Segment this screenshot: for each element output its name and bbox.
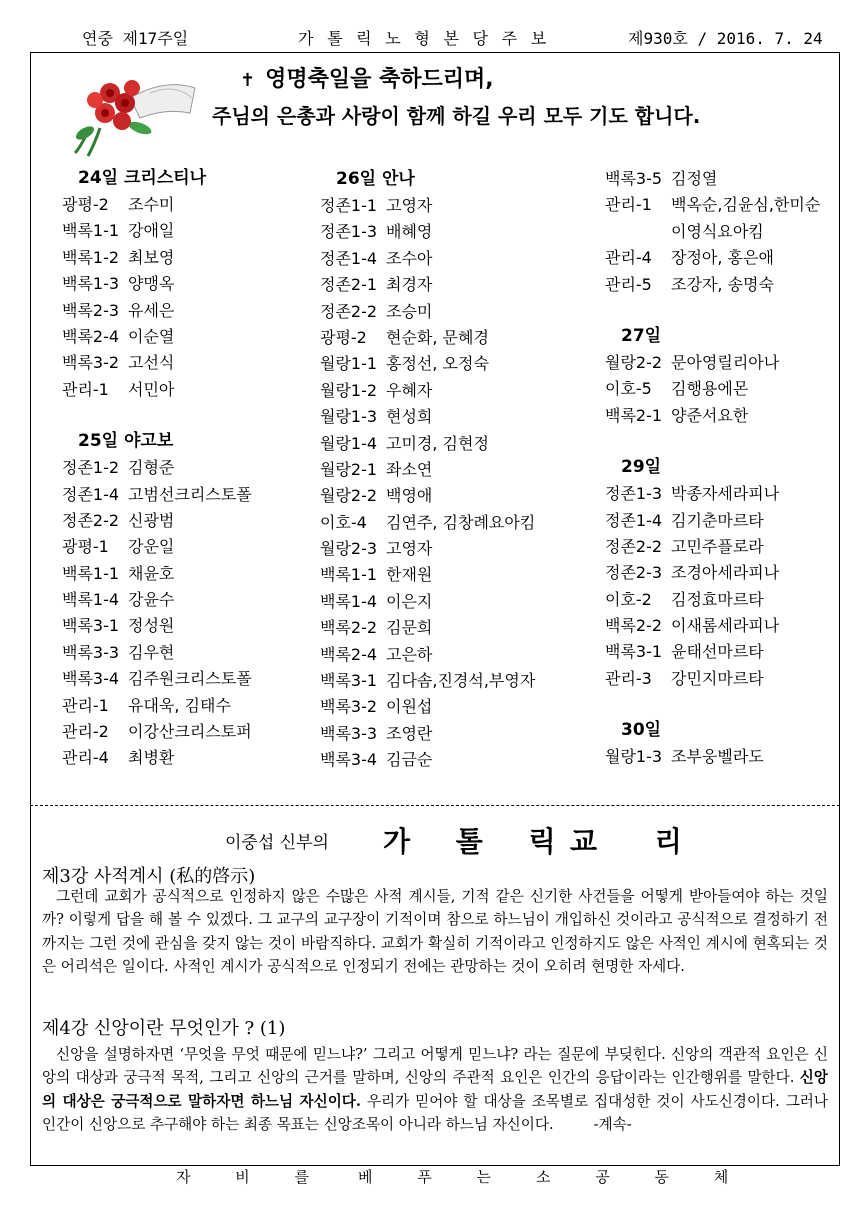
catechism-title-a: 가 톨 릭 — [383, 825, 574, 858]
parishioner-names: 김정효마르타 — [671, 589, 764, 609]
feast-entry — [62, 271, 252, 297]
feast-entry — [62, 719, 252, 745]
parishioner-names: 최보영 — [128, 247, 175, 267]
district-label: 관리-2 — [62, 722, 109, 742]
parishioner-names: 한재원 — [386, 565, 433, 585]
feast-entry — [62, 508, 252, 534]
parishioner-names: 조수아 — [386, 248, 433, 268]
feast-entry — [605, 166, 820, 192]
district-label: 정존2-2 — [62, 510, 120, 530]
feast-entry — [320, 642, 535, 668]
parishioner-names: 조경아세라피나 — [671, 563, 780, 583]
district-label: 백록1-1 — [320, 565, 378, 585]
feast-entry — [320, 219, 535, 245]
district-label: 백록3-3 — [320, 723, 378, 743]
district-label: 백록3-4 — [320, 750, 378, 770]
district-label: 백록1-4 — [62, 590, 120, 610]
feast-entry — [605, 219, 820, 245]
district-label: 백록2-4 — [62, 326, 120, 346]
district-label: 이호-4 — [320, 512, 367, 532]
district-label: 정존1-4 — [320, 248, 378, 268]
district-label: 백록2-4 — [320, 644, 378, 664]
feast-entry — [320, 536, 535, 562]
lesson4-title: 제4강 신앙이란 무엇인가 ? (1) — [42, 1018, 286, 1039]
parishioner-names: 조부웅벨라도 — [671, 747, 764, 767]
district-label: 백록3-2 — [62, 353, 120, 373]
parishioner-names: 조수미 — [128, 195, 175, 214]
parishioner-names: 고선식 — [128, 353, 175, 373]
feast-entry — [320, 404, 535, 430]
feast-entry — [62, 298, 252, 324]
bulletin-header — [30, 22, 830, 52]
feast-entry — [62, 455, 252, 481]
feast-entry — [320, 299, 535, 325]
feast-entry — [320, 510, 535, 536]
parishioner-names: 고은하 — [386, 644, 433, 664]
parishioner-names: 최병환 — [128, 748, 175, 768]
parishioner-names: 이영식요아킴 — [671, 221, 764, 241]
feast-entry — [605, 376, 820, 402]
parishioner-names: 현순화, 문혜경 — [386, 327, 489, 347]
district-label: 이호-5 — [605, 379, 652, 399]
feast-entry — [320, 378, 535, 404]
parishioner-names: 배혜영 — [386, 222, 433, 242]
district-label: 정존1-2 — [62, 458, 120, 478]
parishioner-names: 김기춘마르타 — [671, 510, 764, 530]
district-label: 백록3-2 — [320, 697, 378, 717]
district-label: 정존1-3 — [605, 484, 663, 504]
feast-entry — [62, 482, 252, 508]
lesson3-title: 제3강 사적계시 (私的啓示) — [42, 866, 256, 887]
feast-entry — [605, 666, 820, 692]
parishioner-names: 고범선크리스토폴 — [128, 484, 252, 504]
parishioner-names: 양준서요한 — [671, 405, 749, 425]
parishioner-names: 김금순 — [386, 750, 433, 770]
district-label: 정존2-1 — [320, 275, 378, 295]
district-label: 광평-2 — [320, 327, 367, 347]
district-label: 관리-1 — [62, 379, 109, 399]
district-label: 백록1-4 — [320, 591, 378, 611]
parishioner-names: 정성원 — [128, 616, 175, 636]
district-label: 정존1-1 — [320, 196, 378, 215]
district-label: 백록2-3 — [62, 300, 120, 320]
feast-entry — [320, 246, 535, 272]
district-label: 월랑1-3 — [320, 407, 378, 427]
feast-entry — [320, 483, 535, 509]
feast-entry — [62, 218, 252, 244]
feast-column-3 — [605, 166, 820, 771]
parishioner-names: 강운일 — [128, 537, 175, 557]
district-label: 정존2-3 — [605, 563, 663, 583]
feast-entry — [605, 560, 820, 586]
district-label: 월랑1-3 — [605, 747, 663, 767]
issue-number: 제930호 / 2016. 7. 24 — [628, 29, 823, 48]
district-label: 관리-1 — [605, 195, 652, 215]
district-label: 관리-5 — [605, 274, 652, 294]
parishioner-names: 김문희 — [386, 618, 433, 638]
feast-entry — [62, 640, 252, 666]
district-label: 월랑2-2 — [605, 352, 663, 372]
district-label: 월랑2-3 — [320, 539, 378, 559]
feast-entry — [62, 561, 252, 587]
lesson4-emphasis: 신앙의 대상은 궁극적으로 말하자면 하느님 자신이다. — [42, 1069, 828, 1110]
day-heading: 27일 — [621, 325, 662, 346]
feast-entry — [320, 272, 535, 298]
catechism-author: 이중섭 신부의 — [225, 833, 329, 853]
parishioner-names: 서민아 — [128, 379, 175, 399]
district-label: 백록3-1 — [62, 616, 120, 636]
day-heading: 25일 야고보 — [78, 431, 174, 452]
district-label: 백록3-4 — [62, 669, 120, 689]
parishioner-names: 고영자 — [386, 539, 433, 559]
bulletin-title: 가 톨 릭 노 형 본 당 주 보 — [298, 29, 549, 48]
district-label: 정존1-4 — [62, 484, 120, 504]
section-divider — [30, 805, 840, 806]
parishioner-names: 이순열 — [128, 326, 175, 346]
parishioner-names: 유세은 — [128, 300, 175, 320]
catechism-title-b: 교 리 — [570, 825, 706, 858]
parishioner-names: 고민주플로라 — [671, 536, 764, 556]
continued-label: -계속- — [593, 1115, 632, 1133]
district-label: 관리-1 — [62, 695, 109, 715]
feast-entry — [62, 745, 252, 771]
feast-entry — [320, 615, 535, 641]
feast-entry — [62, 245, 252, 271]
flower-bouquet-image — [70, 58, 200, 158]
parishioner-names: 김행용에몬 — [671, 379, 749, 399]
district-label: 백록1-1 — [62, 563, 120, 583]
feast-entry — [320, 325, 535, 351]
lesson3-body: 그런데 교회가 공식적으로 인정하지 않은 수많은 사적 계시들, 기적 같은 신기한 사건들을 어떻게 받아들여야 하는 것일까? 이렇게 답을 해 볼 수 있겠다. 그 교구의 교구장이 기적이며 참으로 하느님이 개입하신 것이라고 공식적으로 결정하기 전까지는 그런 것에 관심을 갖지 않는 것이 바람직하다. 교회가 확실히 기적이라고 인정하지도 않은 사적인 계시에 현혹되는 것은 어리석은 일이다. 사적인 계시가 공식적으로 인정되기 전에는 관망하는 것이 오히려 현명한 자세다. — [42, 888, 828, 975]
parishioner-names: 양맹옥 — [128, 274, 175, 294]
feast-entry — [605, 613, 820, 639]
district-label: 월랑2-1 — [320, 459, 378, 479]
feast-entry — [320, 668, 535, 694]
district-label: 백록3-5 — [605, 169, 663, 188]
parishioner-names: 백영애 — [386, 486, 433, 506]
feast-entry — [320, 431, 535, 457]
parishioner-names: 윤태선마르타 — [671, 642, 764, 662]
lesson4-body: 신앙을 설명하자면 ‘무엇을 무엇 때문에 믿느냐?’ 그리고 어떻게 믿느냐? 라는 질문에 부딪힌다. 신앙의 객관적 요인은 신앙의 대상과 궁극적 목적, 그리고 신앙의 근거를 말하며, 신앙의 주관적 요인은 인간의 응답이라는 인간행위를 말한다. 신앙의 대상은 궁극적으로 말하자면 하느님 자신이다. 우리가 믿어야 할 대상을 조목별로 집대성한 것이 사도신경이다. 그러나 인간이 신앙으로 추구해야 하는 최종 목표는 신앙조목이 아니라 하느님 자신이다. -계속- — [42, 1046, 828, 1133]
parishioner-names: 김우현 — [128, 642, 175, 662]
district-label: 월랑1-2 — [320, 380, 378, 400]
feast-entry — [320, 721, 535, 747]
feast-entry — [320, 747, 535, 773]
district-label: 월랑1-1 — [320, 354, 378, 374]
district-label: 백록3-3 — [62, 642, 120, 662]
feast-entry — [62, 587, 252, 613]
parishioner-names: 조영란 — [386, 723, 433, 743]
parishioner-names: 홍정선, 오정숙 — [386, 354, 489, 374]
feast-entry — [320, 457, 535, 483]
district-label: 백록2-2 — [605, 616, 663, 636]
district-label: 백록1-1 — [62, 221, 120, 241]
district-label: 월랑1-4 — [320, 433, 378, 453]
parishioner-names: 이원섭 — [386, 697, 433, 717]
day-heading: 29일 — [621, 457, 662, 478]
district-label: 정존2-2 — [605, 536, 663, 556]
parishioner-names: 박종자세라피나 — [671, 484, 780, 504]
liturgical-week: 연중 제17주일 — [82, 29, 189, 48]
district-label: 백록3-1 — [605, 642, 663, 662]
district-label: 백록1-3 — [62, 274, 120, 294]
parishioner-names: 최경자 — [386, 275, 433, 295]
parishioner-names: 강민지마르타 — [671, 668, 764, 688]
feast-greeting-title: ✝ 영명축일을 축하드리며, — [240, 67, 494, 92]
feast-entry — [605, 744, 820, 770]
district-label: 관리-3 — [605, 668, 652, 688]
feast-entry — [62, 377, 252, 403]
feast-entry — [320, 694, 535, 720]
parishioner-names: 좌소연 — [386, 459, 433, 479]
parishioner-names: 신광범 — [128, 510, 175, 530]
feast-entry — [62, 666, 252, 692]
parishioner-names: 채윤호 — [128, 563, 175, 583]
district-label: 광평-1 — [62, 537, 109, 557]
feast-column-2 — [320, 165, 535, 774]
feast-entry — [605, 481, 820, 507]
parishioner-names: 김연주, 김창례요아킴 — [386, 512, 536, 532]
feast-entry — [320, 351, 535, 377]
district-label: 정존1-4 — [605, 510, 663, 530]
parishioner-names: 이강산크리스토퍼 — [128, 722, 252, 742]
parishioner-names: 백옥순,김윤심,한미순 — [671, 195, 821, 215]
feast-column-1 — [62, 165, 252, 772]
feast-entry — [62, 534, 252, 560]
district-label: 정존1-3 — [320, 222, 378, 242]
feast-entry — [62, 693, 252, 719]
feast-entry — [605, 639, 820, 665]
parishioner-names: 고영자 — [386, 196, 433, 215]
feast-entry — [62, 192, 252, 218]
parishioner-names: 강윤수 — [128, 590, 175, 610]
parishioner-names: 강애일 — [128, 221, 175, 241]
district-label: 관리-4 — [62, 748, 109, 768]
feast-entry — [62, 613, 252, 639]
parishioner-names: 고미경, 김현정 — [386, 433, 489, 453]
parishioner-names: 우혜자 — [386, 380, 433, 400]
day-heading: 30일 — [621, 720, 662, 741]
day-heading: 26일 안나 — [336, 169, 415, 189]
day-heading: 24일 크리스티나 — [78, 168, 207, 188]
parishioner-names: 조강자, 송명숙 — [671, 274, 774, 294]
feast-entry — [605, 245, 820, 271]
parishioner-names: 이은지 — [386, 591, 433, 611]
cross-icon: ✝ — [240, 70, 256, 91]
feast-entry — [320, 562, 535, 588]
feast-entry — [605, 272, 820, 298]
feast-entry — [605, 350, 820, 376]
parishioner-names: 현성희 — [386, 407, 433, 427]
district-label: 광평-2 — [62, 195, 109, 214]
district-label: 정존2-2 — [320, 301, 378, 321]
parishioner-names: 김주원크리스토폴 — [128, 669, 252, 689]
parishioner-names: 문아영릴리아나 — [671, 352, 780, 372]
feast-entry — [605, 534, 820, 560]
district-label: 백록2-2 — [320, 618, 378, 638]
feast-entry — [605, 192, 820, 218]
district-label: 백록3-1 — [320, 671, 378, 691]
parishioner-names: 유대욱, 김태수 — [128, 695, 231, 715]
district-label: 관리-4 — [605, 248, 652, 268]
parishioner-names: 조승미 — [386, 301, 433, 321]
feast-entry — [605, 403, 820, 429]
district-label: 월랑2-2 — [320, 486, 378, 506]
parishioner-names: 김다솜,진경석,부영자 — [386, 671, 536, 691]
feast-entry — [62, 324, 252, 350]
district-label: 백록1-2 — [62, 247, 120, 267]
feast-entry — [62, 350, 252, 376]
feast-entry — [605, 587, 820, 613]
district-label: 이호-2 — [605, 589, 652, 609]
feast-entry — [320, 589, 535, 615]
feast-greeting-subtitle: 주님의 은총과 사랑이 함께 하길 우리 모두 기도 합니다. — [212, 104, 701, 128]
parishioner-names: 김정열 — [671, 169, 718, 188]
parishioner-names: 김형준 — [128, 458, 175, 478]
parishioner-names: 장정아, 홍은애 — [671, 248, 774, 268]
district-label: 백록2-1 — [605, 405, 663, 425]
feast-entry — [605, 508, 820, 534]
parishioner-names: 이새롬세라피나 — [671, 616, 780, 636]
feast-entry — [320, 193, 535, 219]
